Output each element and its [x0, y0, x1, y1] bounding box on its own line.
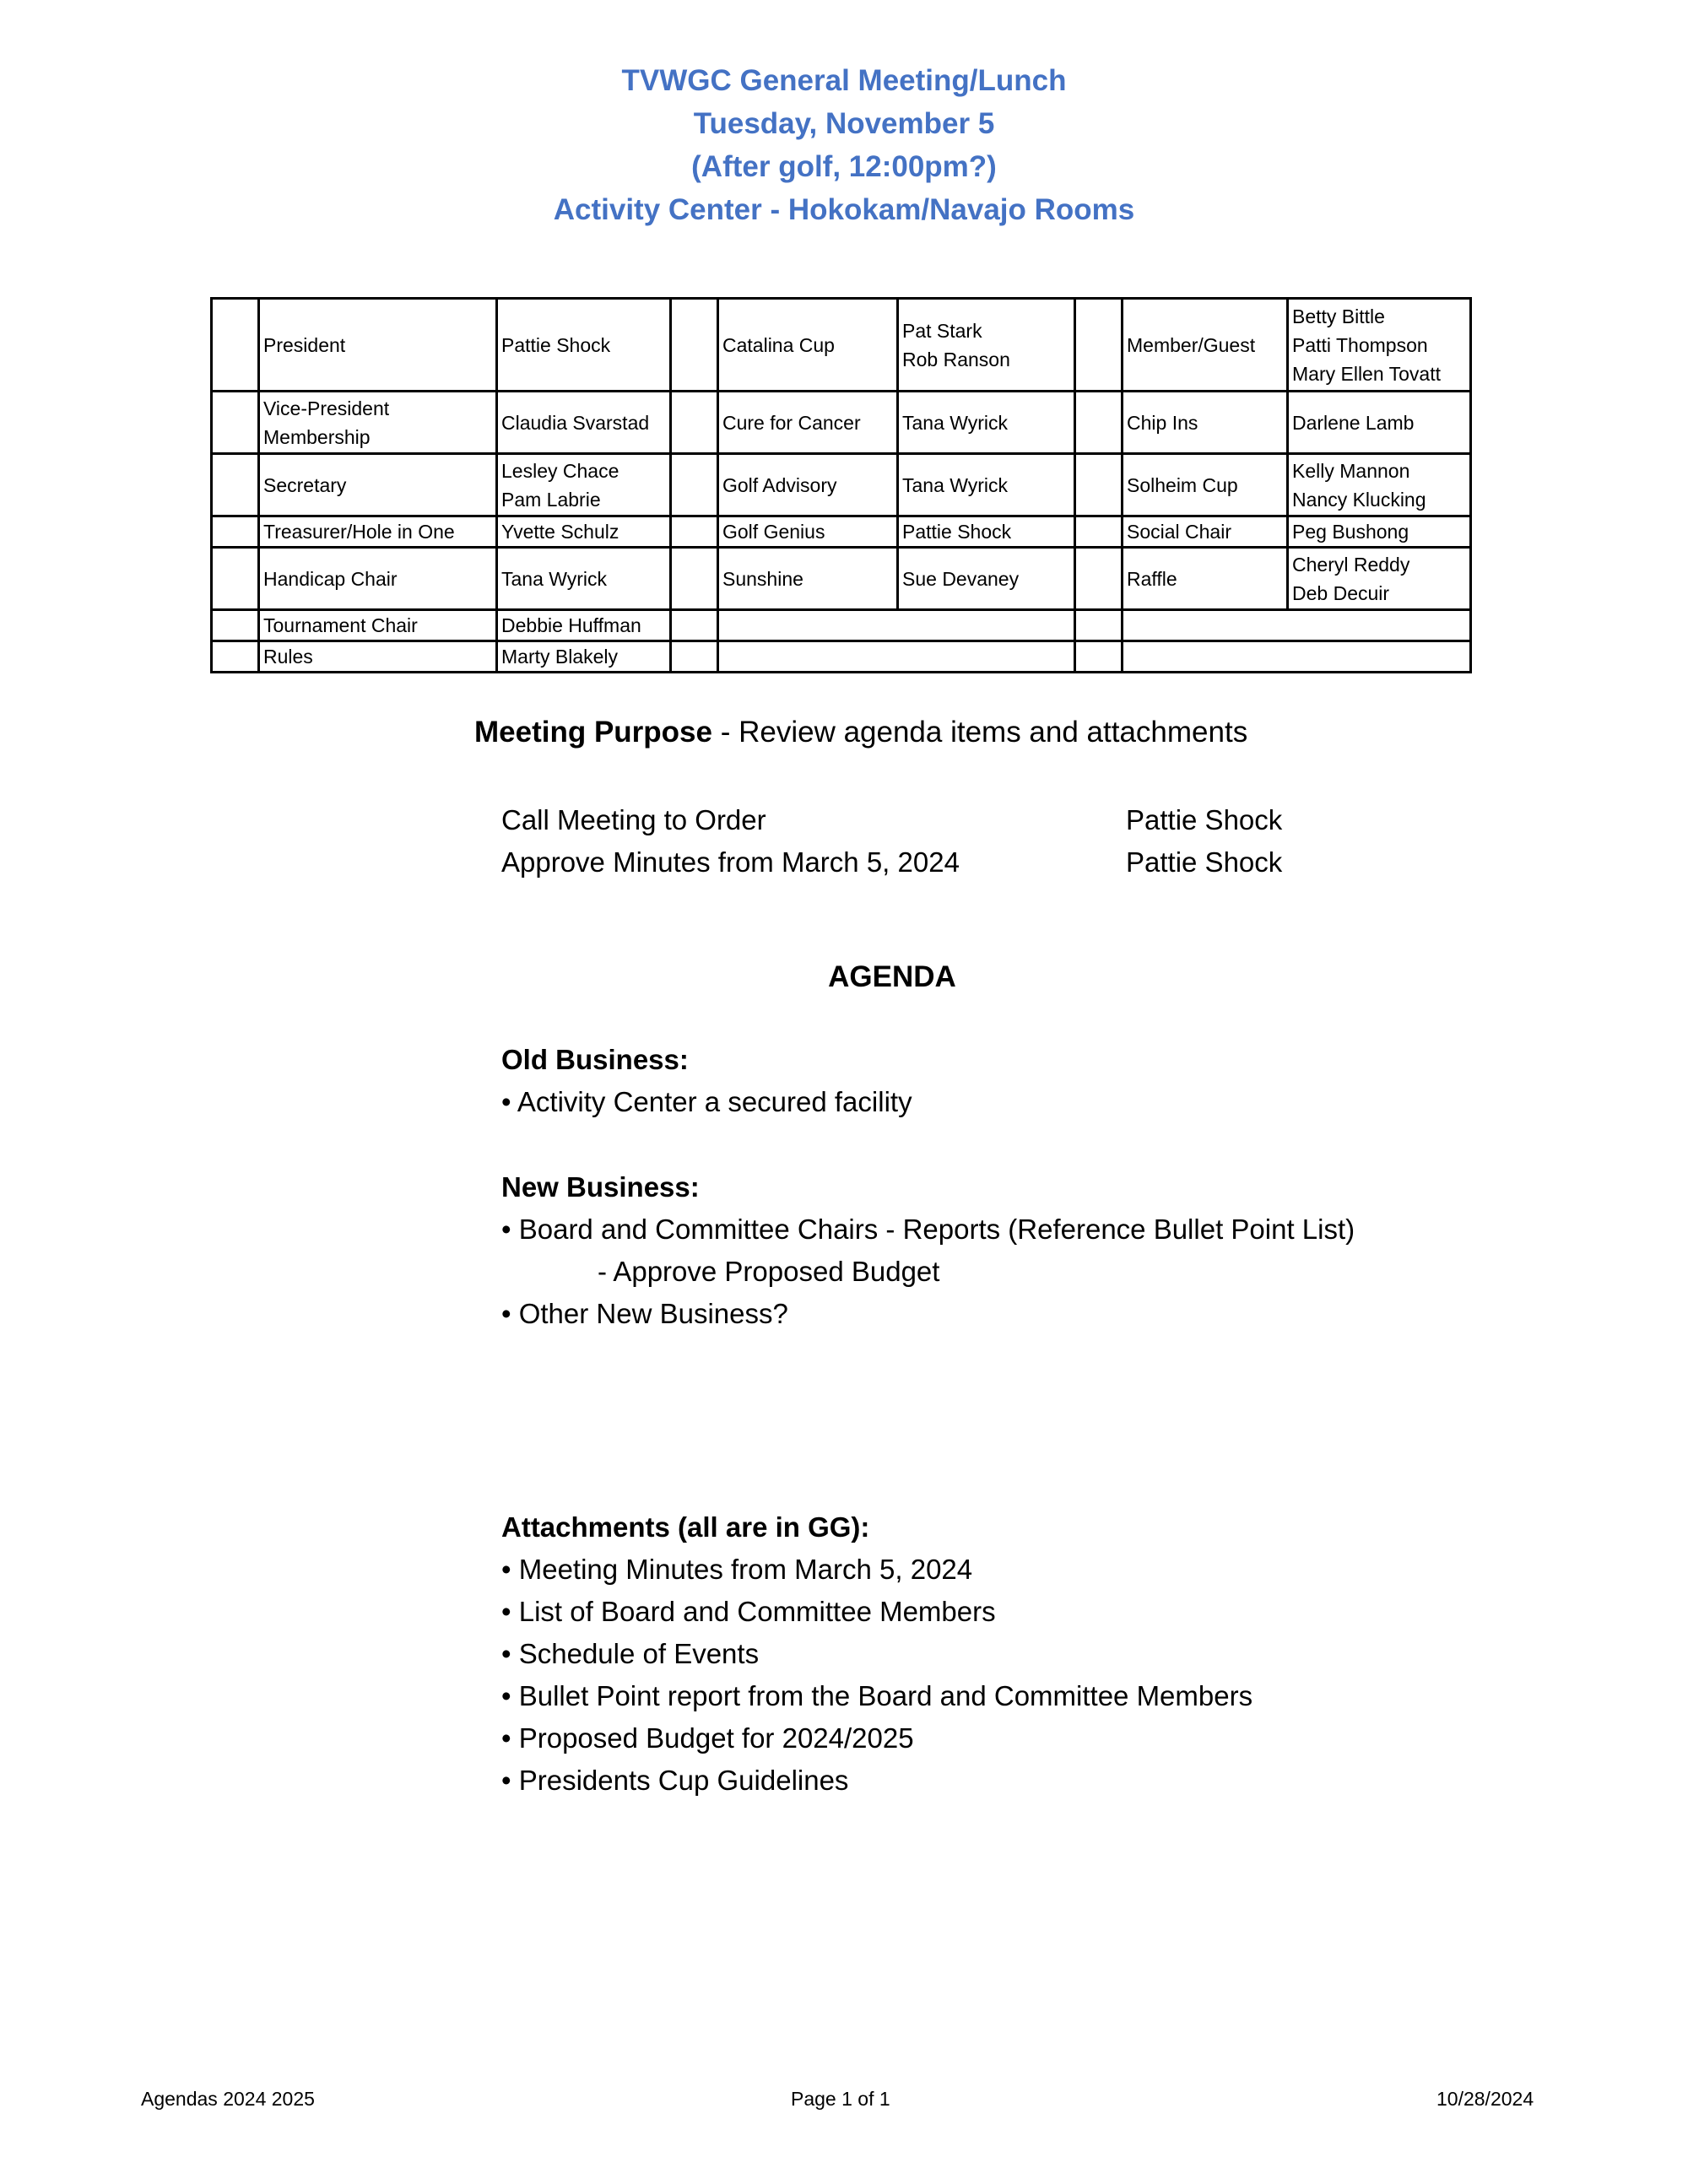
table-cell: [497, 641, 671, 673]
table-cell: [212, 454, 259, 516]
roster-table: [210, 297, 1472, 673]
cell-text: Tana Wyrick: [501, 567, 608, 590]
table-cell: [1123, 548, 1288, 610]
table-cell: [718, 610, 1075, 641]
table-cell: [1075, 641, 1123, 673]
table-cell: [259, 610, 497, 641]
table-cell: [898, 516, 1075, 548]
table-row: [212, 516, 1471, 548]
cell-text: Catalina Cup: [722, 333, 835, 356]
cell-text: Chip Ins: [1127, 411, 1198, 434]
cell-text: Treasurer/Hole in One: [263, 521, 455, 543]
table-cell: [259, 516, 497, 548]
table-cell: [1075, 516, 1123, 548]
list-item: • Other New Business?: [501, 1298, 788, 1329]
table-cell: [898, 392, 1075, 454]
cell-text: Marty Blakely: [501, 646, 619, 668]
table-cell: [497, 299, 671, 392]
footer-page-number: Page 1 of 1: [791, 2088, 890, 2110]
table-cell: [497, 548, 671, 610]
cell-text: Yvette Schulz: [501, 521, 619, 543]
agenda-heading: AGENDA: [828, 960, 956, 993]
table-cell: [898, 548, 1075, 610]
table-row: [212, 548, 1471, 610]
table-row: [212, 299, 1471, 392]
table-cell: [1123, 392, 1288, 454]
table-cell: [212, 641, 259, 673]
meeting-time: (After golf, 12:00pm?): [691, 150, 997, 183]
cell-text: Tana Wyrick: [902, 411, 1009, 434]
table-cell: [1123, 299, 1288, 392]
table-cell: [718, 299, 898, 392]
cell-text: Sunshine: [722, 567, 803, 590]
table-cell: [1288, 454, 1471, 516]
cell-text: Vice-President Membership: [263, 397, 390, 448]
table-row: [212, 454, 1471, 516]
table-cell: [671, 299, 718, 392]
cell-text: Claudia Svarstad: [501, 411, 650, 434]
cell-text: Pattie Shock: [902, 521, 1012, 543]
cell-text: Pattie Shock: [501, 333, 611, 356]
attachment-item: • Proposed Budget for 2024/2025: [501, 1722, 914, 1754]
table-cell: [671, 516, 718, 548]
table-cell: [1288, 299, 1471, 392]
attachment-item: • Bullet Point report from the Board and Committee Members: [501, 1680, 1253, 1711]
attachment-item: • Meeting Minutes from March 5, 2024: [501, 1554, 973, 1585]
cell-text: Tournament Chair: [263, 614, 418, 636]
cell-text: Debbie Huffman: [501, 614, 641, 636]
table-cell: [718, 516, 898, 548]
cell-text: President: [263, 333, 346, 356]
new-business-heading: New Business:: [501, 1171, 700, 1203]
cell-text: Cure for Cancer: [722, 411, 861, 434]
order-item: Call Meeting to Order: [501, 804, 766, 835]
meeting-date: Tuesday, November 5: [693, 107, 995, 140]
cell-text: Peg Bushong: [1292, 521, 1409, 543]
order-presenter: Pattie Shock: [1126, 846, 1283, 878]
table-cell: [212, 548, 259, 610]
table-cell: [1075, 610, 1123, 641]
cell-text: Golf Genius: [722, 521, 825, 543]
table-cell: [671, 454, 718, 516]
list-item: • Activity Center a secured facility: [501, 1086, 912, 1117]
meeting-location: Activity Center - Hokokam/Navajo Rooms: [553, 193, 1135, 226]
cell-text: Darlene Lamb: [1292, 411, 1415, 434]
table-cell: [1288, 548, 1471, 610]
table-cell: [212, 610, 259, 641]
table-cell: [671, 610, 718, 641]
table-cell: [1075, 454, 1123, 516]
purpose-text: - Review agenda items and attachments: [711, 716, 1248, 749]
table-cell: [497, 516, 671, 548]
table-cell: [497, 392, 671, 454]
list-subitem: - Approve Proposed Budget: [598, 1256, 940, 1287]
table-cell: [212, 392, 259, 454]
table-cell: [718, 454, 898, 516]
table-cell: [1123, 516, 1288, 548]
cell-text: Social Chair: [1127, 521, 1231, 543]
attachment-item: • Presidents Cup Guidelines: [501, 1765, 849, 1796]
meeting-header: [0, 59, 1688, 231]
table-cell: [1123, 610, 1471, 641]
table-cell: [1123, 641, 1471, 673]
old-business-heading: Old Business:: [501, 1044, 689, 1075]
table-cell: [212, 516, 259, 548]
cell-text: Handicap Chair: [263, 567, 398, 590]
cell-text: Rules: [263, 646, 313, 668]
cell-text: Golf Advisory: [722, 473, 837, 496]
table-cell: [1288, 516, 1471, 548]
table-cell: [718, 548, 898, 610]
footer-date: 10/28/2024: [1436, 2088, 1534, 2110]
table-row: [212, 641, 1471, 673]
attachments-heading: Attachments (all are in GG):: [501, 1511, 870, 1543]
table-cell: [259, 299, 497, 392]
table-cell: [259, 454, 497, 516]
table-cell: [1075, 392, 1123, 454]
cell-text: Raffle: [1127, 567, 1177, 590]
order-presenter: Pattie Shock: [1126, 804, 1283, 835]
list-item: • Board and Committee Chairs - Reports (Reference Bullet Point List): [501, 1214, 1355, 1245]
table-cell: [898, 299, 1075, 392]
table-cell: [1123, 454, 1288, 516]
table-cell: [497, 454, 671, 516]
attachment-item: • Schedule of Events: [501, 1638, 760, 1669]
order-item: Approve Minutes from March 5, 2024: [501, 846, 960, 878]
table-cell: [718, 641, 1075, 673]
table-cell: [671, 641, 718, 673]
table-cell: [259, 548, 497, 610]
cell-text: Lesley Chace Pam Labrie: [501, 459, 619, 511]
table-cell: [1288, 392, 1471, 454]
cell-text: Sue Devaney: [902, 567, 1020, 590]
table-cell: [497, 610, 671, 641]
table-cell: [259, 392, 497, 454]
footer-left: Agendas 2024 2025: [141, 2088, 315, 2110]
table-cell: [1075, 299, 1123, 392]
meeting-purpose: [474, 716, 1247, 749]
attachment-item: • List of Board and Committee Members: [501, 1596, 996, 1627]
cell-text: Tana Wyrick: [902, 473, 1009, 496]
table-cell: [671, 548, 718, 610]
table-cell: [898, 454, 1075, 516]
table-cell: [718, 392, 898, 454]
meeting-title: TVWGC General Meeting/Lunch: [621, 64, 1067, 97]
purpose-label: Meeting Purpose: [474, 716, 712, 749]
cell-text: Solheim Cup: [1127, 473, 1238, 496]
cell-text: Cheryl Reddy Deb Decuir: [1292, 553, 1410, 604]
table-cell: [259, 641, 497, 673]
table-cell: [1075, 548, 1123, 610]
table-row: [212, 392, 1471, 454]
cell-text: Kelly Mannon Nancy Klucking: [1292, 459, 1426, 511]
table-cell: [671, 392, 718, 454]
cell-text: Betty Bittle Patti Thompson Mary Ellen Tovatt: [1292, 305, 1441, 385]
cell-text: Member/Guest: [1127, 333, 1256, 356]
table-row: [212, 610, 1471, 641]
cell-text: Pat Stark Rob Ranson: [902, 319, 1010, 370]
cell-text: Secretary: [263, 473, 347, 496]
table-cell: [212, 299, 259, 392]
